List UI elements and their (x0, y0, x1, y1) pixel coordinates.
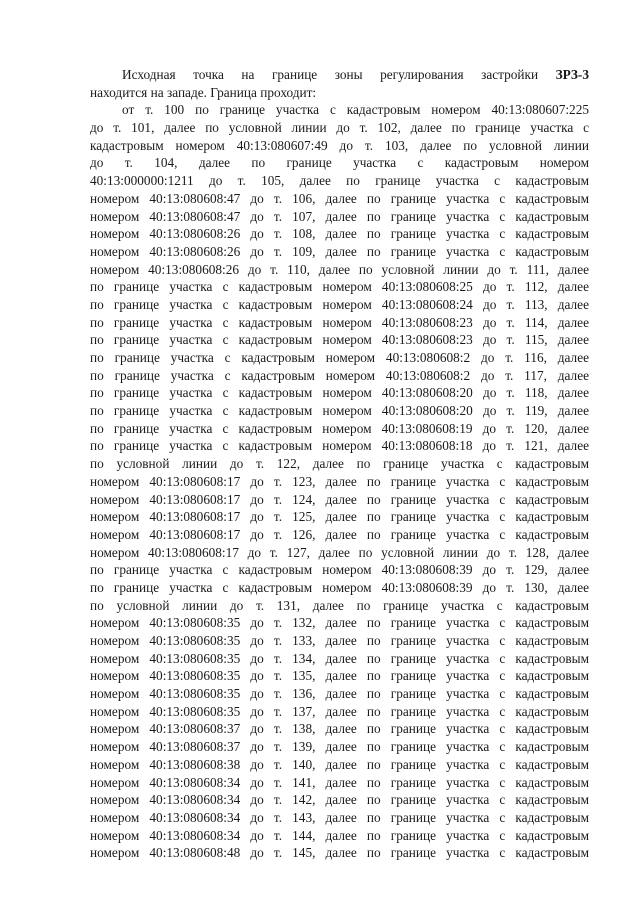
text-line: номером 40:13:080608:35 до т. 137, далее по границе участка с кадастровым (90, 703, 589, 719)
text-line: номером 40:13:080608:37 до т. 139, далее по границе участка с кадастровым (90, 739, 589, 755)
text-line: номером 40:13:080608:47 до т. 106, далее по границе участка с кадастровым (90, 190, 589, 206)
text-line: 40:13:000000:1211 до т. 105, далее по границе участка с кадастровым (90, 173, 589, 189)
text-line: номером 40:13:080608:17 до т. 124, далее по границе участка с кадастровым (90, 491, 589, 507)
text-line: номером 40:13:080608:35 до т. 136, далее по границе участка с кадастровым (90, 686, 589, 702)
text-line: номером 40:13:080608:34 до т. 143, далее по границе участка с кадастровым (90, 809, 589, 825)
text-line: номером 40:13:080608:26 до т. 108, далее по границе участка с кадастровым (90, 226, 589, 242)
paragraph-first-line (90, 66, 589, 84)
text-line: номером 40:13:080608:38 до т. 140, далее по границе участка с кадастровым (90, 756, 589, 772)
text-line: номером 40:13:080608:47 до т. 107, далее по границе участка с кадастровым (90, 208, 589, 224)
text-line: номером 40:13:080608:34 до т. 144, далее по границе участка с кадастровым (90, 827, 589, 843)
text-line: кадастровым номером 40:13:080607:49 до т. 103, далее по условной линии (90, 137, 589, 153)
text-line: номером 40:13:080608:35 до т. 132, далее по границе участка с кадастровым (90, 615, 589, 631)
text-line: от т. 100 по границе участка с кадастровым номером 40:13:080607:225 (122, 102, 589, 118)
paragraph-first-line-text: Исходная точка на границе зоны регулирования застройки (122, 67, 556, 82)
text-line: номером 40:13:080608:35 до т. 133, далее по границе участка с кадастровым (90, 633, 589, 648)
text-line: номером 40:13:080608:17 до т. 123, далее по границе участка с кадастровым (90, 473, 589, 489)
text-line: номером 40:13:080608:35 до т. 135, далее по границе участка с кадастровым (90, 668, 589, 684)
text-line: номером 40:13:080608:17 до т. 127, далее по условной линии до т. 128, далее (90, 544, 589, 560)
text-line: по границе участка с кадастровым номером 40:13:080608:2 до т. 117, далее (90, 367, 589, 383)
text-line: номером 40:13:080608:34 до т. 141, далее по границе участка с кадастровым (90, 774, 589, 790)
text-line: по границе участка с кадастровым номером 40:13:080608:23 до т. 115, далее (90, 332, 589, 348)
boundary-description (90, 101, 589, 862)
text-line: номером 40:13:080608:34 до т. 142, далее по границе участка с кадастровым (90, 792, 589, 808)
text-line: по условной линии до т. 122, далее по границе участка с кадастровым (90, 456, 589, 472)
text-line: по границе участка с кадастровым номером 40:13:080608:18 до т. 121, далее (90, 438, 589, 454)
text-line: по границе участка с кадастровым номером 40:13:080608:39 до т. 129, далее (90, 562, 589, 578)
paragraph-second-line: находится на западе. Граница проходит: (90, 84, 317, 100)
text-line: по границе участка с кадастровым номером 40:13:080608:39 до т. 130, далее (90, 579, 589, 595)
text-line: до т. 104, далее по границе участка с кадастровым номером (90, 155, 589, 171)
text-line: номером 40:13:080608:17 до т. 125, далее по границе участка с кадастровым (90, 509, 589, 525)
zone-code: ЗРЗ-3 (555, 67, 589, 82)
text-line: номером 40:13:080608:48 до т. 145, далее по границе участка с кадастровым (90, 845, 589, 861)
text-line: до т. 101, далее по условной линии до т. 102, далее по границе участка с (90, 120, 589, 136)
text-line: по условной линии до т. 131, далее по границе участка с кадастровым (90, 597, 589, 613)
document-text (90, 66, 589, 862)
text-line: номером 40:13:080608:17 до т. 126, далее по границе участка с кадастровым (90, 526, 589, 542)
text-line: по границе участка с кадастровым номером 40:13:080608:24 до т. 113, далее (90, 296, 589, 312)
text-line: по границе участка с кадастровым номером 40:13:080608:25 до т. 112, далее (90, 279, 589, 295)
text-line: по границе участка с кадастровым номером 40:13:080608:23 до т. 114, далее (90, 314, 589, 330)
text-line: номером 40:13:080608:26 до т. 110, далее по условной линии до т. 111, далее (90, 261, 589, 277)
text-line: по границе участка с кадастровым номером 40:13:080608:19 до т. 120, далее (90, 420, 589, 436)
text-line: по границе участка с кадастровым номером 40:13:080608:20 до т. 118, далее (90, 385, 589, 401)
text-line: номером 40:13:080608:35 до т. 134, далее по границе участка с кадастровым (90, 650, 589, 666)
text-line: номером 40:13:080608:37 до т. 138, далее по границе участка с кадастровым (90, 721, 589, 737)
text-line: по границе участка с кадастровым номером 40:13:080608:20 до т. 119, далее (90, 403, 589, 419)
text-line: номером 40:13:080608:26 до т. 109, далее по границе участка с кадастровым (90, 243, 589, 259)
text-line: по границе участка с кадастровым номером 40:13:080608:2 до т. 116, далее (90, 350, 589, 365)
